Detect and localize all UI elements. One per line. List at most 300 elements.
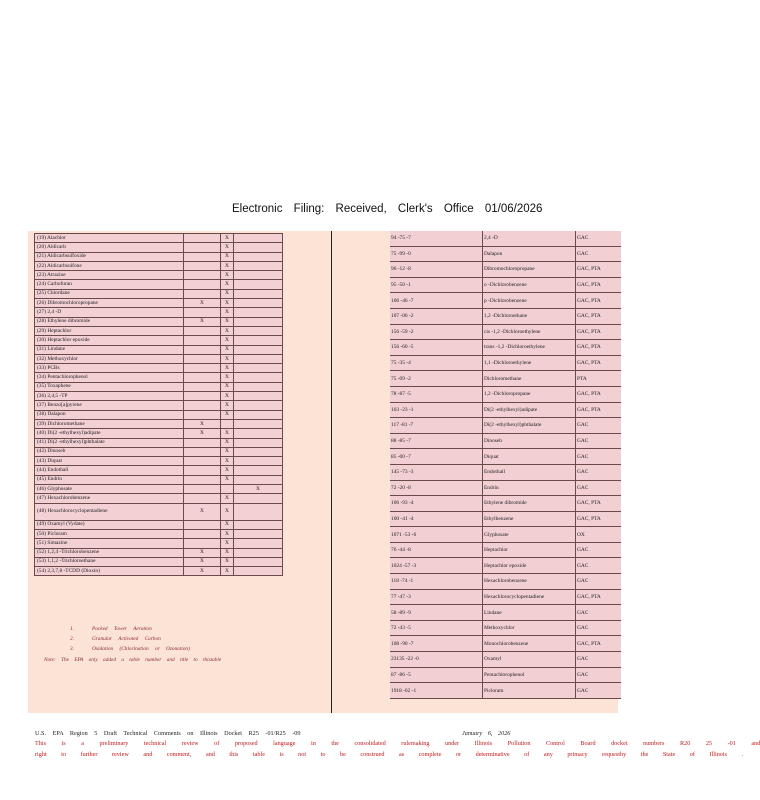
contaminant-name: (29) Heptachlor [35,326,184,335]
mark-cell: X [221,429,234,438]
contaminant-name: (25) Chlordane [35,289,184,298]
mark-cell: X [221,280,234,289]
contaminant-row [35,520,283,529]
mark-cell: X [221,289,234,298]
cas-number: 106 -93 -4 [390,496,483,512]
cas-row [390,683,621,699]
contaminant-name: (46) Glyphosate [35,485,184,494]
legend-number: 2. [70,636,74,642]
cas-number: 145 -73 -3 [390,464,483,480]
contaminant-name: Oxamyl [483,652,576,668]
contaminant-name: (27) 2,4 -D [35,308,184,317]
contaminant-row [35,336,283,345]
contaminant-name: Picloram [483,683,576,699]
mark-cell: X [221,447,234,456]
mark-cell: X [221,392,234,401]
contaminant-row [35,485,283,494]
mark-cell [184,539,221,548]
mark-cell: X [221,299,234,308]
mark-cell [234,494,283,503]
mark-cell [234,567,283,576]
cas-row [390,246,621,262]
contaminant-name: Dibromochloropropane [483,262,576,278]
contaminant-row [35,252,283,261]
contaminant-name: (51) Simazine [35,539,184,548]
mark-cell [234,447,283,456]
mark-cell [184,336,221,345]
mark-cell [184,326,221,335]
contaminant-row [35,466,283,475]
contaminant-name: Methoxychlor [483,620,576,636]
mark-cell [234,392,283,401]
mark-cell [184,475,221,484]
mark-cell: X [184,503,221,520]
mark-cell: X [221,457,234,466]
mark-cell [184,234,221,243]
treatment-technology: GAC, PTA [576,262,622,278]
mark-cell [234,280,283,289]
contaminant-name: (54) 2,3,7,8 -TCDD (Dioxin) [35,567,184,576]
legend-item [70,636,190,646]
contaminant-name: Dalapon [483,246,576,262]
mark-cell [221,485,234,494]
cas-number: 100 -41 -4 [390,511,483,527]
mark-cell: X [221,243,234,252]
contaminant-name: (43) Diquat [35,457,184,466]
mark-cell: X [221,234,234,243]
mark-cell [184,401,221,410]
cas-number: 117 -81 -7 [390,418,483,434]
contaminant-row [35,382,283,391]
mark-cell: X [221,364,234,373]
mark-cell: X [221,317,234,326]
mark-cell [184,354,221,363]
contaminant-name: (42) Dinoseb [35,447,184,456]
treatment-technology: GAC [576,418,622,434]
contaminant-name: (35) Toxaphene [35,382,184,391]
treatment-technology: GAC [576,464,622,480]
mark-cell [234,382,283,391]
contaminant-row [35,475,283,484]
contaminant-row [35,373,283,382]
mark-cell [234,438,283,447]
mark-cell: X [221,373,234,382]
footer-disclaimer-line-2: right to further review and comment, and this table is not to be construed as complete or determinative of any primacy requestby the State of Illinois . [35,751,744,758]
cas-number: 103 -23 -1 [390,402,483,418]
mark-cell [234,373,283,382]
mark-cell: X [221,475,234,484]
contaminant-name: (23) Atrazine [35,271,184,280]
treatment-technology: GAC [576,652,622,668]
mark-cell [234,326,283,335]
mark-cell [184,447,221,456]
mark-cell: X [184,299,221,308]
contaminant-name: Dichloromethane [483,371,576,387]
mark-cell: X [221,466,234,475]
mark-cell: X [184,429,221,438]
mark-cell: X [221,494,234,503]
footer-disclaimer-line-1: This is a preliminary technical review of proposed language in the consolidated rulemaking under Illinois Pollution Control Board docket numbers R20 25 -01 and [35,740,760,747]
contaminant-name: p -Dichlorobenzene [483,293,576,309]
cas-row [390,355,621,371]
cas-row [390,620,621,636]
mark-cell [234,401,283,410]
mark-cell [234,410,283,419]
treatment-technology: PTA [576,371,622,387]
contaminant-row [35,345,283,354]
treatment-technology: GAC [576,683,622,699]
cas-number: 1024 -57 -3 [390,558,483,574]
contaminant-name: Heptachlor epoxide [483,558,576,574]
treatment-technology: GAC, PTA [576,355,622,371]
mark-cell [234,261,283,270]
contaminant-name: Di(2 -ethylhexyl)adipate [483,402,576,418]
mark-cell: X [221,252,234,261]
cas-row [390,340,621,356]
treatment-technology: GAC, PTA [576,589,622,605]
cas-row [390,402,621,418]
contaminant-name: o -Dichlorobenzene [483,277,576,293]
mark-cell: X [184,567,221,576]
cas-row [390,589,621,605]
contaminant-row [35,494,283,503]
mark-cell [184,529,221,538]
contaminant-name: cis -1,2 -Dichloroethylene [483,324,576,340]
contaminant-row [35,457,283,466]
cas-number: 108 -90 -7 [390,636,483,652]
mark-cell [234,419,283,428]
cas-number: 72 -43 -5 [390,620,483,636]
mark-cell: X [221,261,234,270]
contaminant-name: (40) Di(2 -ethylhexyl)adipate [35,429,184,438]
contaminant-name: (20) Aldicarb [35,243,184,252]
contaminant-row [35,447,283,456]
contaminant-row [35,364,283,373]
contaminant-name: (37) Benzo[a]pyrene [35,401,184,410]
cas-row [390,480,621,496]
mark-cell: X [221,336,234,345]
contaminant-name: (38) Dalapon [35,410,184,419]
mark-cell: X [221,326,234,335]
mark-cell: X [221,354,234,363]
contaminant-name: (24) Carbofuran [35,280,184,289]
cas-number: 77 -47 -3 [390,589,483,605]
contaminant-name: (26) Dibromochloropropane [35,299,184,308]
mark-cell [234,466,283,475]
contaminant-row [35,317,283,326]
mark-cell [234,503,283,520]
contaminant-name: (50) Picloram [35,529,184,538]
contaminant-row [35,401,283,410]
mark-cell [234,308,283,317]
mark-cell: X [184,317,221,326]
legend-item [70,646,190,656]
cas-number: 75 -35 -4 [390,355,483,371]
treatment-technology: GAC, PTA [576,402,622,418]
contaminant-row [35,243,283,252]
mark-cell: X [221,503,234,520]
contaminant-name: (41) Di(2 -ethylhexyl)phthalate [35,438,184,447]
cas-row [390,371,621,387]
cas-number: 1071 -53 -6 [390,527,483,543]
mark-cell [234,457,283,466]
contaminant-row [35,410,283,419]
mark-cell [234,234,283,243]
cas-row [390,433,621,449]
mark-cell [234,364,283,373]
mark-cell: X [221,567,234,576]
electronic-filing-stamp: Electronic Filing: Received, Clerk's Office 01/06/2026 [232,203,543,215]
footer-docket-line: U.S. EPA Region 5 Draft Technical Comments on Illinois Docket R25 -01/R25 -09 [35,730,301,737]
cas-number: 156 -59 -2 [390,324,483,340]
cas-row [390,605,621,621]
contaminant-name: 2,4 -D [483,231,576,246]
cas-row [390,324,621,340]
mark-cell: X [221,308,234,317]
cas-number: 75 -99 -0 [390,246,483,262]
cas-row [390,277,621,293]
cas-row [390,574,621,590]
contaminant-row [35,308,283,317]
contaminant-name: (45) Endrin [35,475,184,484]
legend-text: Granular Activated Carbon [92,636,161,642]
treatment-technology: GAC, PTA [576,277,622,293]
contaminant-row [35,261,283,270]
contaminant-row [35,280,283,289]
mark-cell [184,520,221,529]
mark-cell [234,548,283,557]
mark-cell: X [184,548,221,557]
cas-number: 107 -06 -2 [390,308,483,324]
cas-row [390,511,621,527]
cas-row [390,308,621,324]
contaminant-name: (30) Heptachlor epoxide [35,336,184,345]
contaminant-name: (53) 1,1,2 -Trichloroethane [35,557,184,566]
mark-cell [184,457,221,466]
contaminant-name: (36) 2,4,5 -TP [35,392,184,401]
mark-cell [184,382,221,391]
mark-cell: X [221,438,234,447]
treatment-technology: GAC, PTA [576,496,622,512]
cas-number: 58 -89 -9 [390,605,483,621]
contaminant-name: Endrin [483,480,576,496]
contaminant-name: Diquat [483,449,576,465]
cas-row [390,652,621,668]
mark-cell [184,243,221,252]
mark-cell [234,299,283,308]
mark-cell [184,392,221,401]
legend-number: 1. [70,626,74,632]
contaminant-name: Dinoseb [483,433,576,449]
contaminant-row [35,299,283,308]
contaminant-row [35,354,283,363]
contaminant-name: (48) Hexachlorocyclopentadiene [35,503,184,520]
mark-cell [234,429,283,438]
cas-row [390,231,621,246]
contaminant-row [35,429,283,438]
contaminant-row [35,234,283,243]
treatment-technology: GAC [576,480,622,496]
mark-cell [234,475,283,484]
mark-cell [184,271,221,280]
contaminant-name: 1,2 -Dichloropropane [483,386,576,402]
mark-cell: X [221,520,234,529]
footer-date: January 6, 2026 [462,730,511,737]
mark-cell [184,289,221,298]
mark-cell [184,410,221,419]
cas-row [390,667,621,683]
contaminant-row [35,503,283,520]
mark-cell: X [221,401,234,410]
treatment-technology: GAC [576,542,622,558]
contaminant-name: 1,2 -Dichloroethane [483,308,576,324]
cas-number: 72 -20 -8 [390,480,483,496]
cas-row [390,527,621,543]
contaminant-name: (31) Lindane [35,345,184,354]
mark-cell: X [221,345,234,354]
mark-cell [234,557,283,566]
cas-number: 85 -00 -7 [390,449,483,465]
contaminant-row [35,529,283,538]
cas-number: 156 -60 -5 [390,340,483,356]
cas-row [390,386,621,402]
contaminant-name: Heptachlor [483,542,576,558]
cas-row [390,542,621,558]
cas-row [390,449,621,465]
cas-number: 1918 -02 -1 [390,683,483,699]
mark-cell [184,438,221,447]
cas-number: 76 -44 -8 [390,542,483,558]
contaminant-row [35,539,283,548]
cas-row [390,464,621,480]
mark-cell [234,529,283,538]
contaminant-name: Pentachlorophenol [483,667,576,683]
contaminant-table [34,233,283,576]
treatment-legend [70,626,190,656]
mark-cell [234,317,283,326]
contaminant-name: (39) Dichloromethane [35,419,184,428]
mark-cell [234,271,283,280]
legend-text: Oxidation (Chlorination or Ozonation) [92,646,190,652]
treatment-technology: GAC [576,558,622,574]
mark-cell [234,289,283,298]
treatment-technology: GAC [576,574,622,590]
treatment-technology: GAC, PTA [576,340,622,356]
mark-cell: X [234,485,283,494]
cas-number: 88 -85 -7 [390,433,483,449]
treatment-technology: GAC, PTA [576,511,622,527]
contaminant-name: (28) Ethylene dibromide [35,317,184,326]
mark-cell [184,485,221,494]
mark-cell [184,252,221,261]
cas-row [390,636,621,652]
mark-cell: X [221,539,234,548]
cas-row [390,418,621,434]
cas-number: 106 -46 -7 [390,293,483,309]
contaminant-name: (47) Hexachlorobenzene [35,494,184,503]
treatment-technology: GAC, PTA [576,308,622,324]
contaminant-name: (19) Alachlor [35,234,184,243]
contaminant-name: (21) Aldicarbsulfoxide [35,252,184,261]
contaminant-name: (34) Pentachlorophenol [35,373,184,382]
contaminant-row [35,271,283,280]
mark-cell: X [221,271,234,280]
legend-item [70,626,190,636]
cas-number: 87 -86 -5 [390,667,483,683]
contaminant-name: Glyphosate [483,527,576,543]
contaminant-name: trans -1,2 -Dichloroethylene [483,340,576,356]
contaminant-name: Hexachlorocyclopentadiene [483,589,576,605]
treatment-technology: GAC, PTA [576,324,622,340]
mark-cell [184,364,221,373]
contaminant-name: (44) Endothall [35,466,184,475]
mark-cell [184,345,221,354]
cas-number: 118 -74 -1 [390,574,483,590]
mark-cell: X [184,557,221,566]
contaminant-name: Di(2 -ethylhexyl)phthalate [483,418,576,434]
mark-cell [234,336,283,345]
contaminant-name: (52) 1,2,4 -Trichlorobenzene [35,548,184,557]
mark-cell [184,308,221,317]
cas-row [390,293,621,309]
contaminant-row [35,419,283,428]
treatment-technology: GAC [576,246,622,262]
cas-number: 95 -50 -1 [390,277,483,293]
column-divider [331,231,332,713]
contaminant-row [35,289,283,298]
contaminant-name: Ethylene dibromide [483,496,576,512]
mark-cell [234,252,283,261]
contaminant-name: (22) Aldicarbsulfone [35,261,184,270]
table-note: Note: The EPA only added a table number and title to thistable [44,657,222,663]
mark-cell [184,373,221,382]
contaminant-row [35,567,283,576]
contaminant-row [35,392,283,401]
mark-cell [184,280,221,289]
mark-cell: X [221,548,234,557]
mark-cell: X [221,529,234,538]
cas-row [390,262,621,278]
treatment-technology: GAC [576,433,622,449]
contaminant-name: 1,1 -Dichloroethylene [483,355,576,371]
mark-cell [184,261,221,270]
treatment-technology: GAC, PTA [576,293,622,309]
contaminant-name: Ethylbenzene [483,511,576,527]
contaminant-row [35,326,283,335]
mark-cell [234,345,283,354]
contaminant-row [35,548,283,557]
mark-cell [184,494,221,503]
mark-cell: X [221,410,234,419]
mark-cell: X [184,419,221,428]
contaminant-name: Monochlorobenzene [483,636,576,652]
treatment-technology: GAC [576,667,622,683]
mark-cell [221,419,234,428]
cas-number: 96 -12 -8 [390,262,483,278]
contaminant-row [35,557,283,566]
cas-technology-table [390,231,621,699]
treatment-technology: GAC, PTA [576,386,622,402]
mark-cell: X [221,382,234,391]
mark-cell [234,520,283,529]
contaminant-name: Hexachlorobenzene [483,574,576,590]
cas-row [390,558,621,574]
contaminant-name: Lindane [483,605,576,621]
contaminant-name: (33) PCBs [35,364,184,373]
legend-text: Packed Tower Aeration [92,626,152,632]
cas-number: 75 -09 -2 [390,371,483,387]
mark-cell [234,354,283,363]
